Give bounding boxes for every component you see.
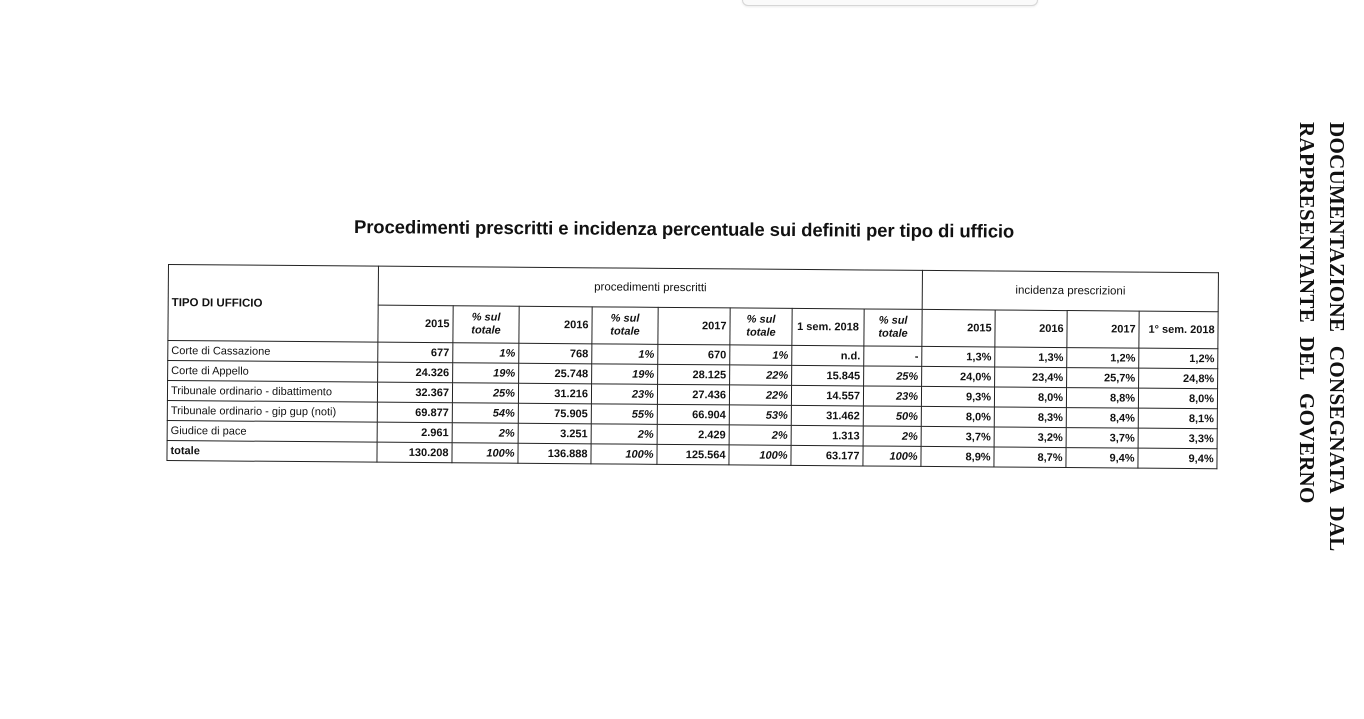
statistics-table-container (166, 264, 1219, 469)
cell-pct-2017: 53% (729, 405, 791, 425)
cell-pct-2017: 100% (729, 445, 791, 465)
cell-incidenza-sem-2018: 9,4% (1138, 448, 1217, 469)
column-header-2015: 2015 (378, 305, 453, 343)
cell-pct-2015: 100% (452, 443, 518, 464)
column-header-2017: 2017 (658, 307, 730, 345)
cell-pct-2015: 54% (452, 403, 518, 424)
cell-pct-2016: 55% (591, 404, 657, 425)
cell-sem-2018: 15.845 (792, 365, 864, 386)
cell-sem-2018: n.d. (792, 345, 864, 366)
row-label: Tribunale ordinario - gip gup (noti) (167, 400, 377, 422)
cell-sem-2018: 14.557 (791, 385, 863, 406)
column-header-pct-2018: % sul totale (864, 309, 922, 346)
row-label: totale (167, 440, 377, 462)
cell-2016: 768 (519, 343, 592, 364)
cell-incidenza-sem-2018: 24,8% (1139, 368, 1218, 389)
cell-pct-2018: 50% (863, 406, 921, 426)
cell-2015: 677 (378, 342, 453, 363)
column-header-2016: 2016 (519, 306, 592, 344)
cell-incidenza-2017: 8,4% (1066, 408, 1138, 429)
cell-incidenza-2016: 3,2% (994, 427, 1066, 448)
group-header-row (168, 265, 1218, 312)
column-header-incidenza-2016: 2016 (995, 310, 1067, 348)
column-header-incidenza-2015: 2015 (922, 309, 995, 347)
cell-incidenza-sem-2018: 1,2% (1139, 348, 1218, 369)
cell-incidenza-2016: 8,0% (995, 387, 1067, 408)
cell-pct-2018: 23% (863, 386, 921, 406)
cell-incidenza-2017: 25,7% (1067, 368, 1139, 389)
cell-pct-2015: 25% (452, 383, 518, 404)
cell-2017: 28.125 (658, 364, 730, 385)
cell-2016: 31.216 (518, 383, 591, 404)
cell-pct-2017: 22% (730, 365, 792, 385)
cell-2017: 27.436 (657, 384, 729, 405)
column-header-incidenza-2017: 2017 (1067, 311, 1139, 349)
cell-2015: 2.961 (377, 422, 452, 443)
cell-incidenza-2017: 1,2% (1067, 348, 1139, 369)
cell-pct-2017: 1% (730, 345, 792, 365)
cell-pct-2018: 100% (863, 446, 921, 466)
statistics-table (166, 264, 1219, 469)
cell-pct-2018: - (864, 346, 922, 366)
cell-incidenza-2015: 8,0% (921, 406, 994, 427)
side-caption-line-2: RAPPRESENTANTE DEL GOVERNO (1295, 122, 1319, 504)
cell-2015: 130.208 (377, 442, 452, 463)
cell-sem-2018: 31.462 (791, 405, 863, 426)
cell-pct-2016: 23% (591, 384, 657, 405)
cell-2017: 66.904 (657, 404, 729, 425)
cell-incidenza-2017: 9,4% (1066, 448, 1138, 469)
cell-pct-2017: 22% (729, 385, 791, 405)
cell-2017: 125.564 (657, 444, 729, 465)
cell-incidenza-2016: 8,7% (994, 447, 1066, 468)
column-header-pct-2017: % sul totale (730, 308, 792, 345)
cell-incidenza-2015: 3,7% (921, 426, 994, 447)
cell-2016: 75.905 (518, 403, 591, 424)
cell-2017: 670 (658, 344, 730, 365)
cell-2015: 69.877 (377, 402, 452, 423)
cell-pct-2017: 2% (729, 425, 791, 445)
row-label: Giudice di pace (167, 420, 377, 442)
row-label: Tribunale ordinario - dibattimento (167, 381, 377, 403)
cell-2016: 3.251 (518, 423, 591, 444)
cell-pct-2015: 19% (453, 363, 519, 384)
cell-incidenza-sem-2018: 8,1% (1138, 408, 1217, 429)
cell-pct-2016: 100% (591, 444, 657, 465)
cell-incidenza-sem-2018: 8,0% (1139, 388, 1218, 409)
cell-incidenza-2017: 3,7% (1066, 428, 1138, 449)
cell-pct-2015: 2% (452, 423, 518, 444)
cell-2016: 25.748 (519, 363, 592, 384)
cell-pct-2018: 2% (863, 426, 921, 446)
cell-incidenza-2015: 9,3% (922, 386, 995, 407)
column-header-pct-2015: % sul totale (453, 306, 519, 344)
group-header-incidenza: incidenza prescrizioni (922, 270, 1218, 311)
cell-incidenza-2016: 23,4% (995, 367, 1067, 388)
cell-incidenza-2016: 1,3% (995, 347, 1067, 368)
cell-pct-2016: 19% (592, 364, 658, 385)
column-header-sem-2018: 1 sem. 2018 (792, 308, 864, 346)
cell-2015: 32.367 (377, 382, 452, 403)
column-header-tipo-ufficio: TIPO DI UFFICIO (168, 265, 379, 343)
cell-pct-2016: 2% (591, 424, 657, 445)
cell-incidenza-2016: 8,3% (994, 407, 1066, 428)
column-header-pct-2016: % sul totale (592, 307, 658, 345)
column-header-incidenza-sem-2018: 1° sem. 2018 (1139, 311, 1218, 349)
cell-incidenza-2015: 24,0% (922, 366, 995, 387)
group-header-procedimenti: procedimenti prescritti (378, 266, 922, 309)
window-tab-edge (742, 0, 1038, 6)
document-title: Procedimenti prescritti e incidenza percentuale sui definiti per tipo di ufficio (353, 216, 1015, 242)
cell-2015: 24.326 (378, 362, 453, 383)
cell-2017: 2.429 (657, 424, 729, 445)
cell-2016: 136.888 (518, 443, 591, 464)
row-label: Corte di Cassazione (168, 341, 378, 363)
cell-incidenza-sem-2018: 3,3% (1138, 428, 1217, 449)
cell-pct-2016: 1% (592, 344, 658, 365)
cell-incidenza-2017: 8,8% (1067, 388, 1139, 409)
cell-incidenza-2015: 1,3% (922, 346, 995, 367)
cell-incidenza-2015: 8,9% (921, 446, 994, 467)
cell-sem-2018: 63.177 (791, 445, 863, 466)
side-caption-line-1: DOCUMENTAZIONE CONSEGNATA DAL (1325, 122, 1349, 552)
cell-sem-2018: 1.313 (791, 425, 863, 446)
cell-pct-2015: 1% (453, 343, 519, 364)
side-caption (1294, 122, 1350, 552)
cell-pct-2018: 25% (864, 366, 922, 386)
row-label: Corte di Appello (168, 361, 378, 383)
